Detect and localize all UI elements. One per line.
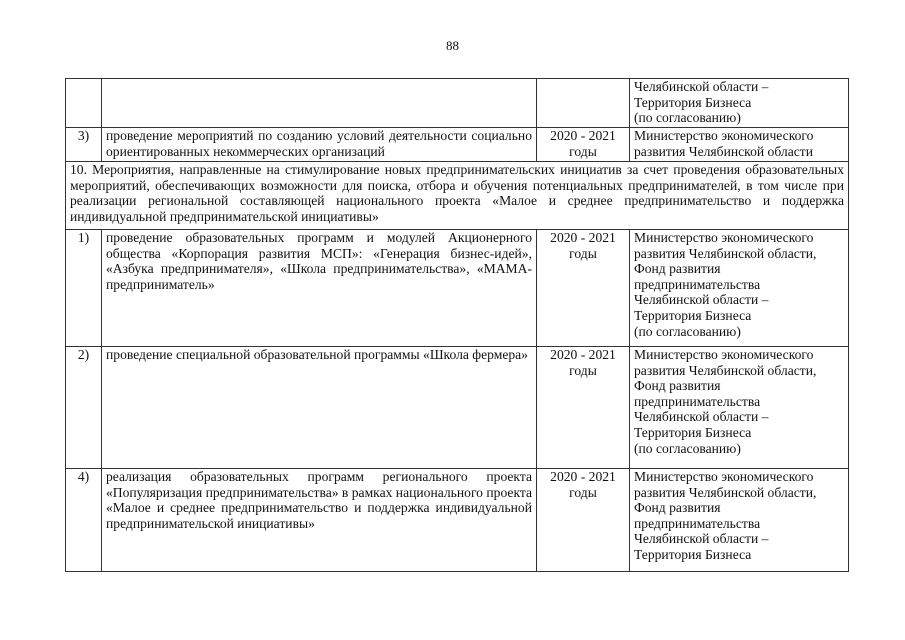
executor-line: Министерство экономического (634, 469, 814, 484)
measure-description: проведение специальной образовательной программы «Школа фермера» (102, 347, 537, 469)
executor-line: развития Челябинской области, (634, 245, 817, 261)
item-number: 3) (66, 128, 102, 162)
executor-line: Территория Бизнеса (634, 94, 752, 110)
executor-line: Челябинской области – (634, 292, 769, 308)
measure-description (102, 79, 537, 128)
executor-line: (по согласованию) (634, 110, 741, 126)
responsible-executor (630, 469, 849, 572)
table-row (66, 230, 849, 347)
item-number: 2) (66, 347, 102, 469)
measure-description: проведение мероприятий по созданию условий деятельности социально ориентированных некоммерческих организаций (102, 128, 537, 162)
item-number: 4) (66, 469, 102, 572)
executor-line: Фонд развития (634, 378, 721, 394)
executor-line: Челябинской области – (634, 531, 769, 547)
executor-line: предпринимательства (634, 276, 761, 292)
section-row (66, 162, 849, 230)
table-row (66, 79, 849, 128)
measures-table (65, 78, 849, 572)
responsible-executor (630, 79, 849, 128)
table-row (66, 128, 849, 162)
implementation-period (537, 79, 630, 128)
responsible-executor (630, 347, 849, 469)
executor-line: Территория Бизнеса (634, 546, 752, 562)
executor-line: Фонд развития (634, 500, 721, 516)
responsible-executor (630, 128, 849, 162)
executor-line: Министерство экономического (634, 347, 814, 362)
item-number: 1) (66, 230, 102, 347)
implementation-period: 2020 - 2021 годы (537, 469, 630, 572)
executor-line: (по согласованию) (634, 323, 741, 339)
executor-line: Фонд развития (634, 261, 721, 277)
table-row (66, 469, 849, 572)
executor-line: предпринимательства (634, 393, 761, 409)
executor-line: предпринимательства (634, 515, 761, 531)
implementation-period: 2020 - 2021 годы (537, 347, 630, 469)
page-number: 88 (446, 38, 459, 53)
executor-line: Министерство экономического (634, 230, 814, 245)
responsible-executor (630, 230, 849, 347)
executor-line: Территория Бизнеса (634, 424, 752, 440)
executor-line: Министерство экономического (634, 128, 814, 143)
executor-line: развития Челябинской области, (634, 362, 817, 378)
section-heading: 10. Мероприятия, направленные на стимулирование новых предпринимательских инициатив за счет проведения образовательных мероприятий, обеспечивающих возможности для поиска, отбора и обучения потенциальных предпринимателей, в том числе при реализации региональной составляющей национального проекта «Малое и среднее предпринимательство и поддержка индивидуальной предпринимательской инициативы» (66, 162, 849, 230)
table-row (66, 347, 849, 469)
executor-line: (по согласованию) (634, 440, 741, 456)
executor-line: Территория Бизнеса (634, 307, 752, 323)
executor-line: развития Челябинской области, (634, 484, 817, 500)
measure-description: реализация образовательных программ регионального проекта «Популяризация предпринимательства» в рамках национального проекта «Малое и среднее предпринимательство и поддержка индивидуальной предпринимательской инициативы» (102, 469, 537, 572)
executor-line: Челябинской области – (634, 409, 769, 425)
implementation-period: 2020 - 2021 годы (537, 230, 630, 347)
measure-description: проведение образовательных программ и модулей Акционерного общества «Корпорация развития МСП»: «Генерация бизнес-идей», «Азбука предпринимателя», «Школа предпринимательства», «МАМА-предприниматель» (102, 230, 537, 347)
item-number (66, 79, 102, 128)
implementation-period: 2020 - 2021 годы (537, 128, 630, 162)
executor-line: развития Челябинской области (634, 143, 813, 159)
executor-line: Челябинской области – (634, 79, 769, 94)
